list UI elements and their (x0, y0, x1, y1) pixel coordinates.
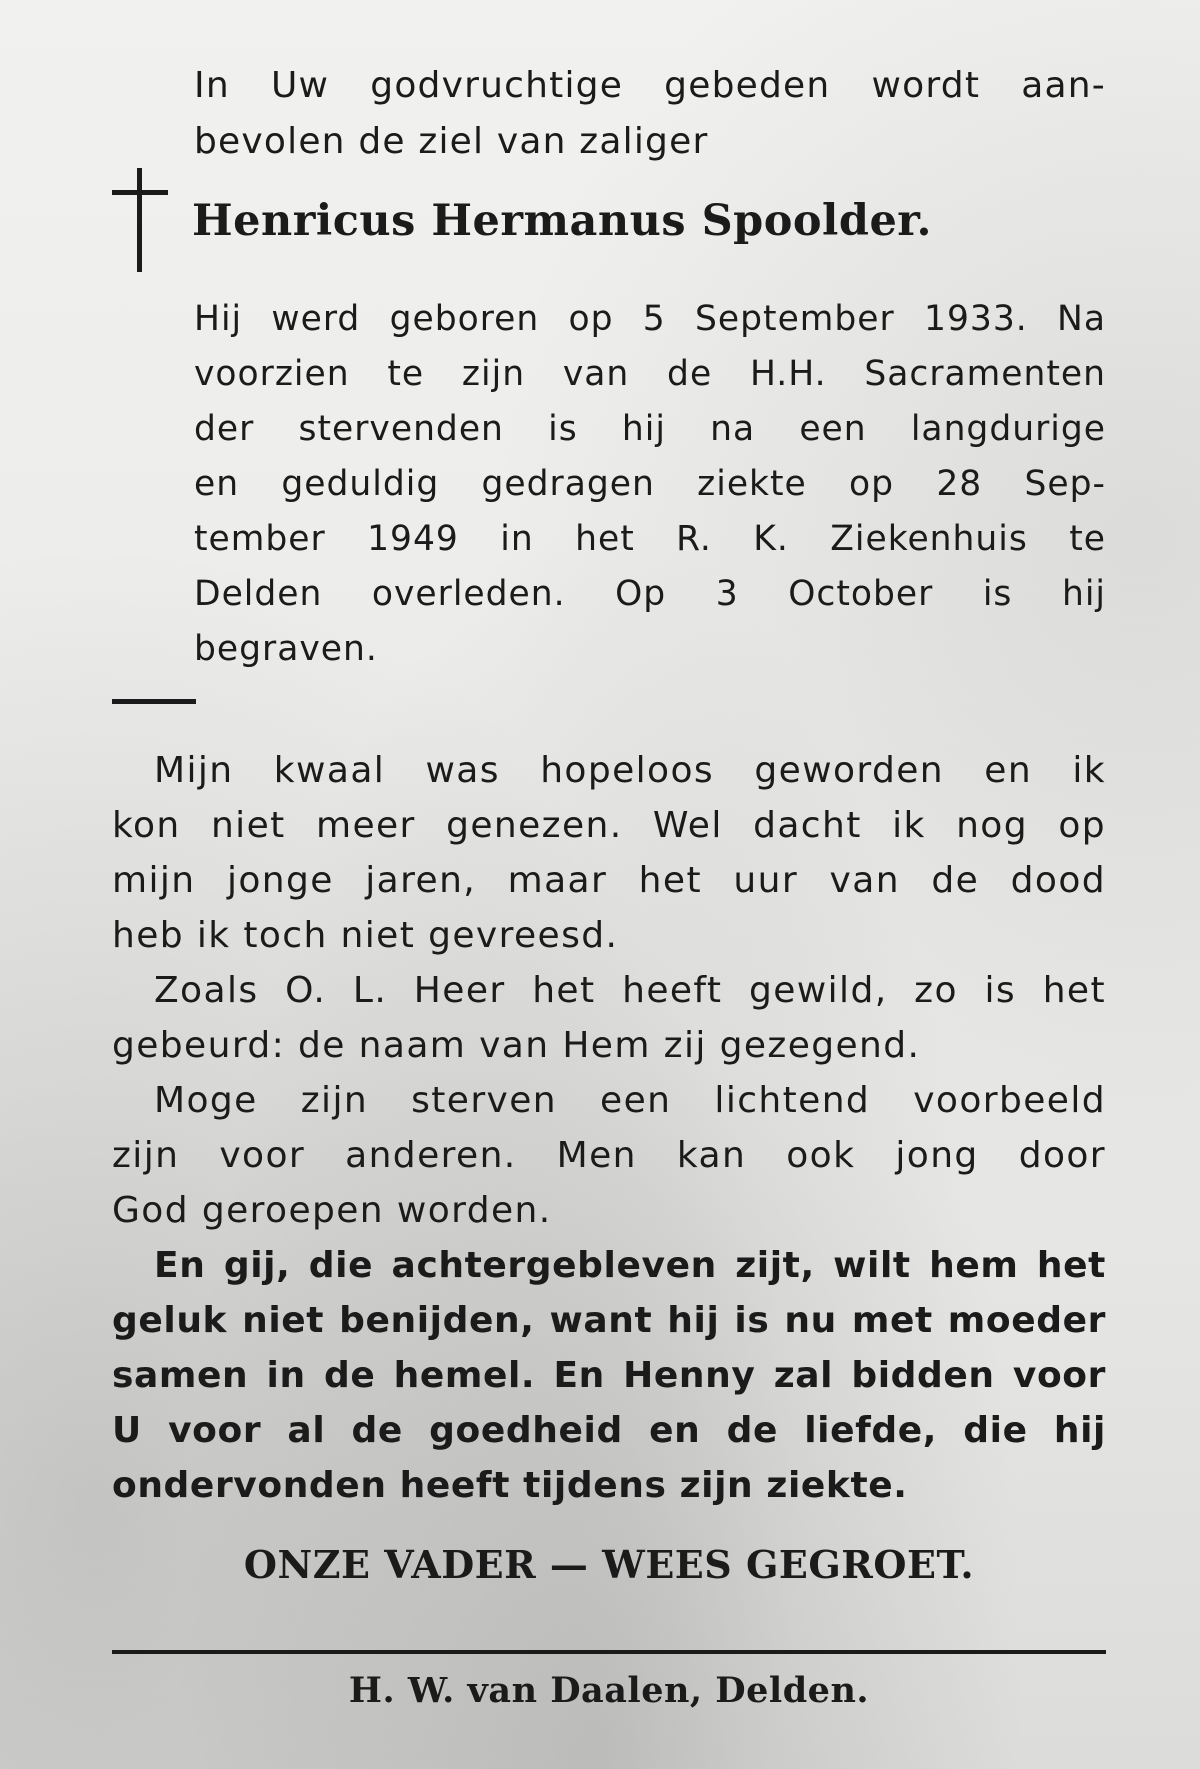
biography-line: Hij werd geboren op 5 September 1933. Na (194, 299, 1106, 339)
biography (194, 292, 1106, 677)
verse-line: geluk niet benijden, want hij is nu met moeder (112, 1300, 1106, 1341)
biography-line: voorzien te zijn van de H.H. Sacramenten (194, 354, 1106, 394)
verse-line: Zoals O. L. Heer het heeft gewild, zo is het (154, 970, 1106, 1011)
intro-text (194, 58, 1106, 170)
printer-imprint: H. W. van Daalen, Delden. (348, 1670, 870, 1711)
verse-line: God geroepen worden. (112, 1190, 552, 1231)
footer-divider (112, 1650, 1106, 1654)
verse-line: samen in de hemel. En Henny zal bidden voor (112, 1355, 1106, 1396)
biography-line: tember 1949 in het R. K. Ziekenhuis te (194, 519, 1106, 559)
verse-line: Mijn kwaal was hopeloos geworden en ik (154, 750, 1106, 791)
verse-line: heb ik toch niet gevreesd. (112, 915, 619, 956)
biography-line: Delden overleden. Op 3 October is hij (194, 574, 1106, 614)
verse-paragraph (112, 743, 1106, 963)
divider (112, 699, 196, 704)
biography-line: der stervenden is hij na een langdurige (194, 409, 1106, 449)
biography-line: en geduldig gedragen ziekte op 28 Sep- (194, 464, 1106, 504)
verse-paragraph (112, 1238, 1106, 1513)
verse-line: mijn jonge jaren, maar het uur van de dood (112, 860, 1106, 901)
cross-icon (112, 168, 168, 272)
verse-line: En gij, die achtergebleven zijt, wilt hem het (154, 1245, 1106, 1286)
verse-line: U voor al de goedheid en de liefde, die hij (112, 1410, 1106, 1451)
verse-line: gebeurd: de naam van Hem zij gezegend. (112, 1025, 921, 1066)
verse-line: Moge zijn sterven een lichtend voorbeeld (154, 1080, 1106, 1121)
prayer-line: ONZE VADER — WEES GEGROET. (243, 1542, 975, 1587)
verse-text (112, 743, 1106, 1513)
verse-line: zijn voor anderen. Men kan ook jong door (112, 1135, 1106, 1176)
deceased-name: Henricus Hermanus Spoolder. (192, 196, 932, 246)
verse-paragraph (112, 963, 1106, 1073)
intro-line: bevolen de ziel van zaliger (194, 121, 709, 162)
verse-line: ondervonden heeft tijdens zijn ziekte. (112, 1465, 908, 1506)
verse-line: kon niet meer genezen. Wel dacht ik nog op (112, 805, 1106, 846)
intro-line: In Uw godvruchtige gebeden wordt aan- (194, 65, 1106, 106)
biography-line: begraven. (194, 629, 378, 669)
verse-paragraph (112, 1073, 1106, 1238)
